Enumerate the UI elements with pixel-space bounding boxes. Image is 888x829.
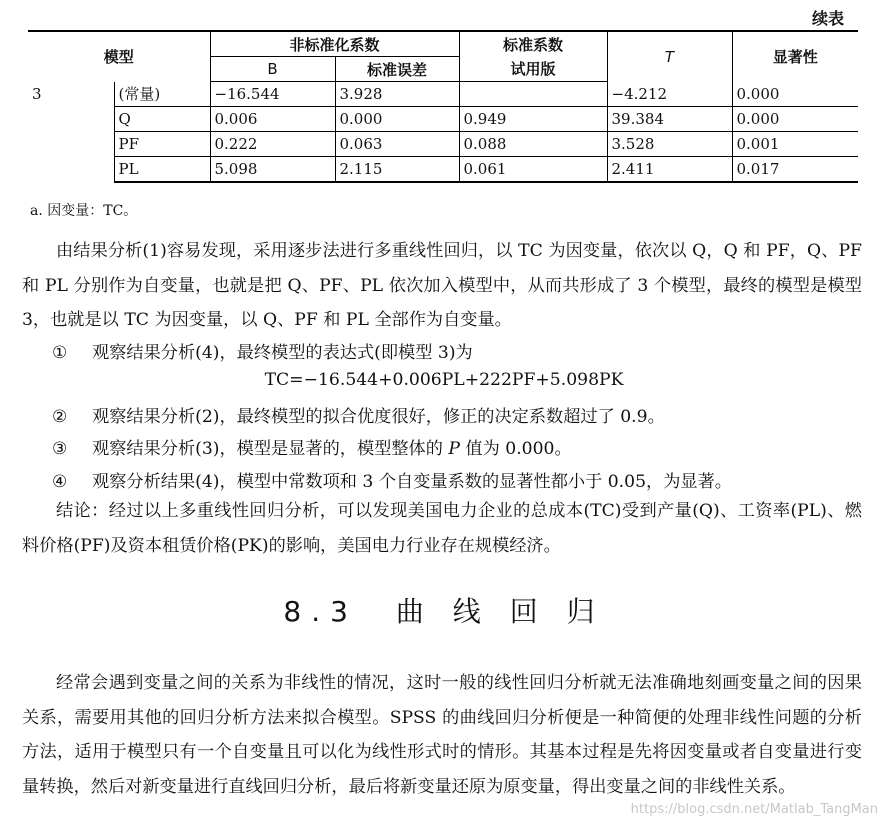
row-variable: PL [114, 157, 210, 183]
table-footnote: a. 因变量：TC。 [30, 203, 138, 219]
table-row [28, 82, 858, 107]
row-variable: PF [114, 132, 210, 157]
cell-sig: 0.000 [732, 82, 858, 107]
cell-t: 39.384 [607, 107, 732, 132]
section-title: 8.3 曲 线 回 归 [283, 595, 605, 628]
cell-se: 2.115 [335, 157, 459, 183]
item-3 [52, 434, 572, 459]
cell-beta: 0.949 [459, 107, 607, 132]
p-symbol: P [448, 439, 460, 459]
cell-se: 3.928 [335, 82, 459, 107]
item-number: ③ [52, 439, 68, 459]
item-number: ② [52, 407, 68, 427]
cell-t: −4.212 [607, 82, 732, 107]
header-t: T [607, 31, 732, 82]
cell-b: −16.544 [210, 82, 335, 107]
continued-label: 续表 [811, 9, 844, 28]
paragraph-curve-regression: 经常会遇到变量之间的关系为非线性的情况，这时一般的线性回归分析就无法准确地刻画变量之间的因果关系，需要用其他的回归分析方法来拟合模型。SPSS 的曲线回归分析便是一种简便的处理非线性问题的分析方法，适用于模型只有一个自变量且可以化为线性形式时的情形。其基本过程是先将因变量或者自变量进行变量转换，然后对新变量进行直线回归分析，最后将新变量还原为原变量，得出变量之间的非线性关系。 [22, 673, 862, 797]
cell-beta [459, 82, 607, 107]
item-4 [52, 467, 732, 492]
header-model: 模型 [28, 31, 210, 82]
item-number: ① [52, 343, 68, 363]
coefficients-table [28, 30, 858, 183]
item-number: ④ [52, 472, 68, 492]
item-text-tail: 值为 0.000。 [459, 439, 572, 459]
table-row [28, 107, 858, 132]
cell-beta: 0.061 [459, 157, 607, 183]
cell-t: 3.528 [607, 132, 732, 157]
cell-se: 0.000 [335, 107, 459, 132]
item-2 [52, 402, 665, 427]
cell-b: 0.222 [210, 132, 335, 157]
cell-sig: 0.017 [732, 157, 858, 183]
table-row [28, 157, 858, 183]
item-text: 观察结果分析(2)，最终模型的拟合优度很好，修正的决定系数超过了 0.9。 [92, 407, 665, 427]
table-row [28, 132, 858, 157]
item-1 [52, 338, 473, 363]
cell-sig: 0.001 [732, 132, 858, 157]
model-formula: TC=−16.544+0.006PL+222PF+5.098PK [264, 370, 624, 390]
header-b: B [210, 57, 335, 82]
header-trial: 试用版 [459, 57, 607, 82]
item-text: 观察分析结果(4)，模型中常数项和 3 个自变量系数的显著性都小于 0.05，为显著。 [92, 472, 732, 492]
watermark: https://blog.csdn.net/Matlab_TangMan [630, 802, 878, 817]
header-std-error: 标准误差 [335, 57, 459, 82]
cell-b: 5.098 [210, 157, 335, 183]
header-significance: 显著性 [732, 31, 858, 82]
item-text: 观察结果分析(4)，最终模型的表达式(即模型 3)为 [92, 343, 473, 363]
row-variable: Q [114, 107, 210, 132]
model-number: 3 [32, 84, 42, 103]
cell-beta: 0.088 [459, 132, 607, 157]
cell-b: 0.006 [210, 107, 335, 132]
paragraph-result-analysis: 由结果分析(1)容易发现，采用逐步法进行多重线性回归，以 TC 为因变量，依次以 Q，Q 和 PF，Q、PF 和 PL 分别作为自变量，也就是把 Q、PF、PL 依次加入模型中，从而共形成了 3 个模型，最终的模型是模型 3，也就是以 TC 为因变量，以 Q、PF 和 PL 全部作为自变量。 [22, 241, 862, 330]
cell-t: 2.411 [607, 157, 732, 183]
cell-sig: 0.000 [732, 107, 858, 132]
paragraph-conclusion: 结论：经过以上多重线性回归分析，可以发现美国电力企业的总成本(TC)受到产量(Q)、工资率(PL)、燃料价格(PF)及资本租赁价格(PK)的影响，美国电力行业存在规模经济。 [22, 501, 862, 556]
cell-se: 0.063 [335, 132, 459, 157]
item-text: 观察结果分析(3)，模型是显著的，模型整体的 [92, 439, 449, 459]
row-variable: (常量) [114, 82, 210, 107]
header-unstandardized: 非标准化系数 [210, 31, 459, 57]
header-standardized: 标准系数 [459, 31, 607, 57]
